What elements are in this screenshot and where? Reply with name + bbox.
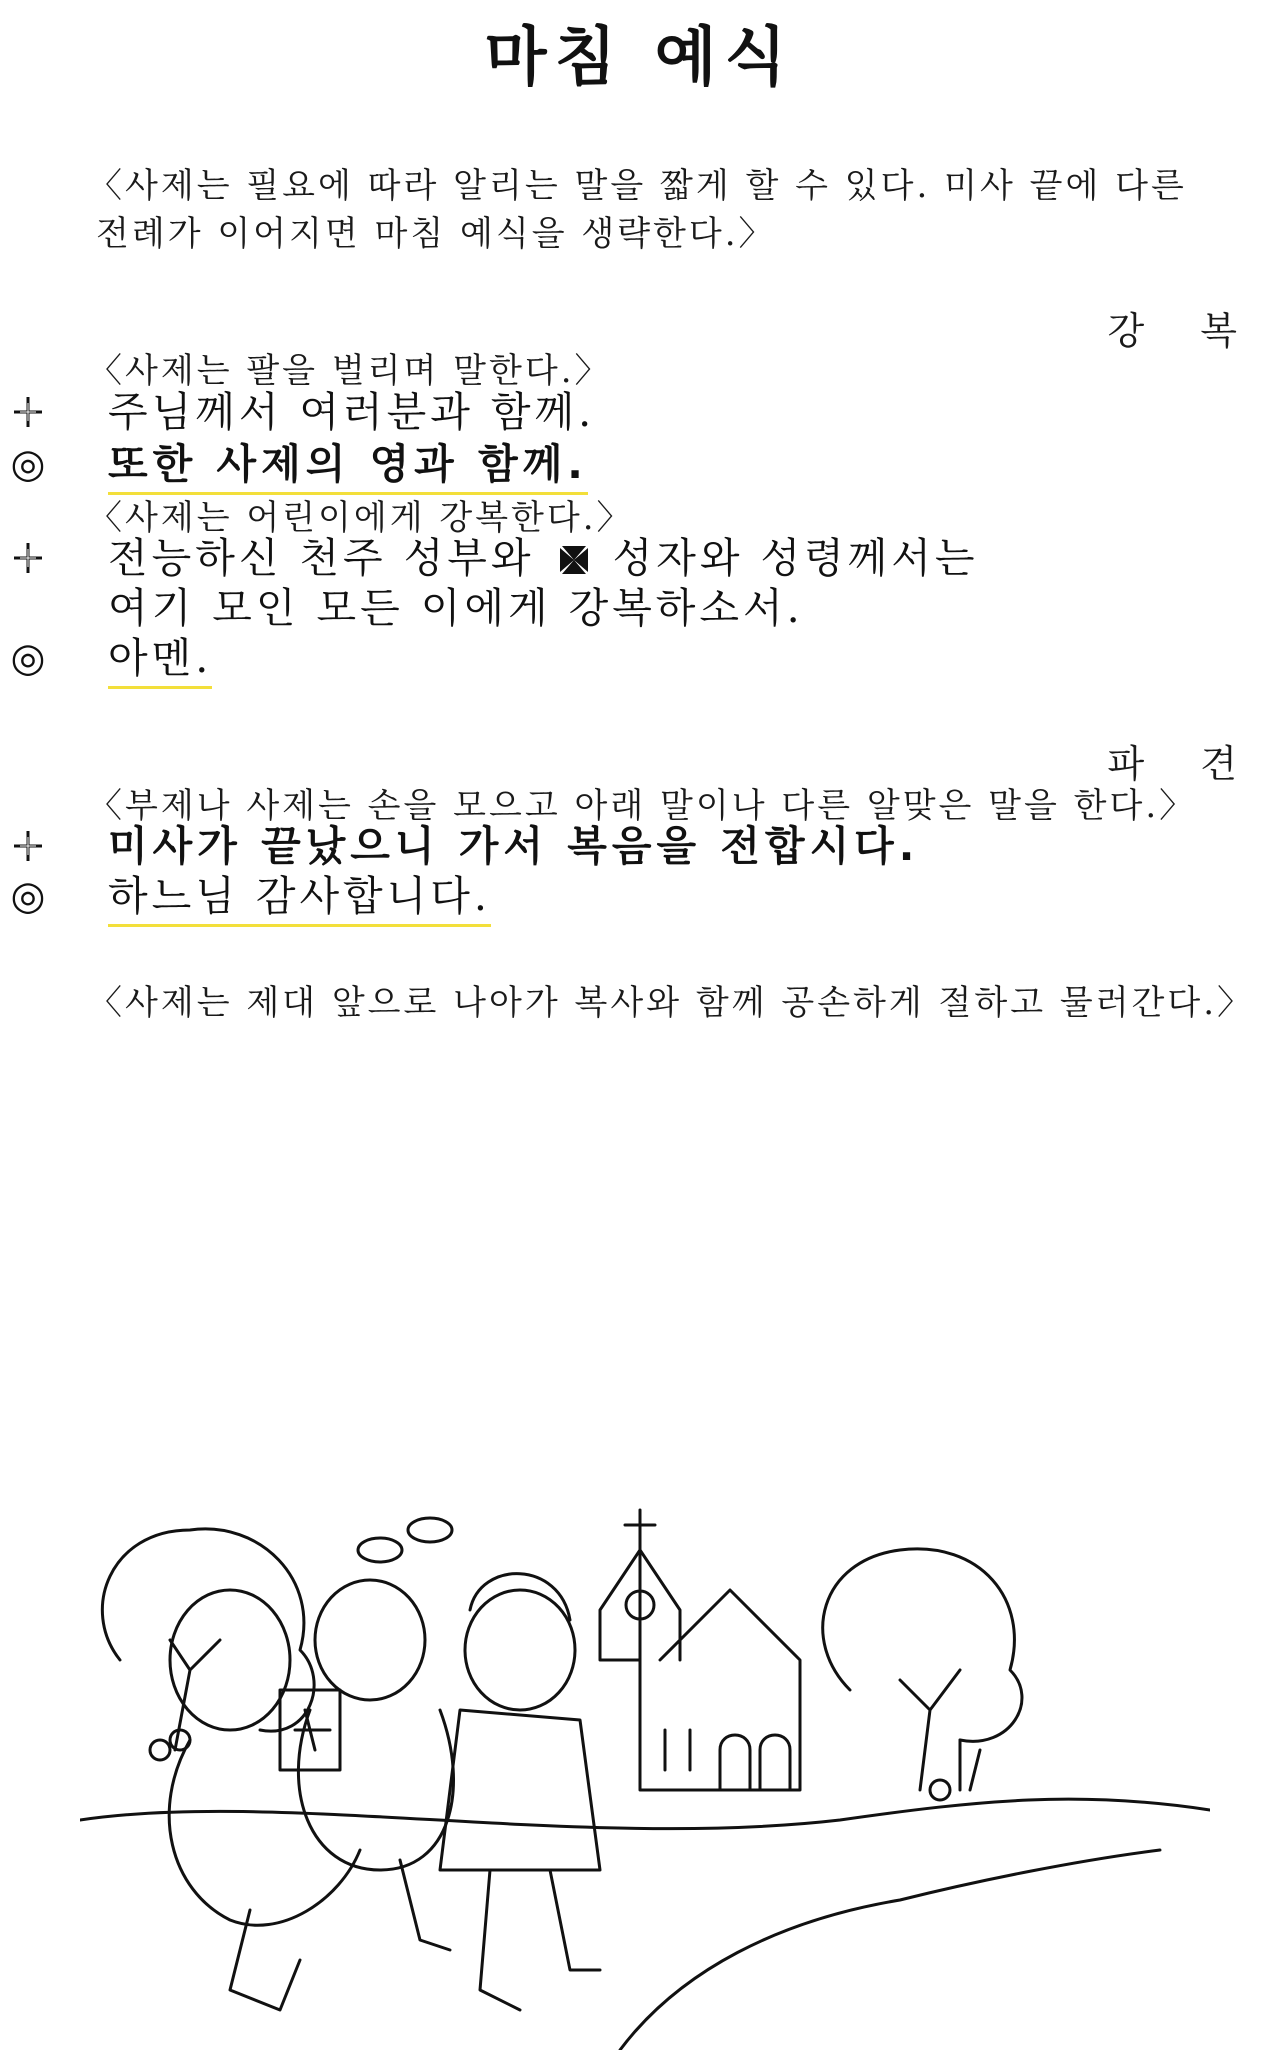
priest-line-1 <box>0 384 1279 444</box>
people-text-2: 아멘. <box>108 634 212 689</box>
priest-text-1: 주님께서 여러분과 함께. <box>108 388 596 436</box>
people-line-3 <box>0 868 1279 928</box>
dismissal-rubric-1: 〈부제나 사제는 손을 모으고 아래 말이나 다른 알맞은 말을 한다.〉 <box>88 786 1197 826</box>
intro-rubric-line2: 전례가 이어지면 마침 예식을 생략한다.〉 <box>96 214 776 254</box>
priest-text-2b: 여기 모인 모든 이에게 강복하소서. <box>108 584 804 632</box>
double-circle-symbol: ◎ <box>10 635 46 681</box>
people-line-2 <box>0 630 1279 690</box>
section-heading-blessing: 강 복 <box>1107 309 1259 353</box>
priest-text-2a-part2: 성자와 성령께서는 <box>612 534 979 582</box>
priest-text-2a-part1: 전능하신 천주 성부와 <box>108 534 535 582</box>
cross-symbol-icon <box>8 818 48 874</box>
people-line-1 <box>0 436 1279 496</box>
double-circle-symbol: ◎ <box>10 873 46 919</box>
people-text-3: 하느님 감사합니다. <box>108 872 491 927</box>
people-text-1: 또한 사제의 영과 함께. <box>108 440 588 495</box>
children-church-illustration <box>80 1490 1210 2050</box>
page-title: 마침 예식 <box>484 21 795 95</box>
blessing-rubric-2: 〈사제는 어린이에게 강복한다.〉 <box>88 498 634 538</box>
section-heading-dismissal: 파 견 <box>1107 742 1259 786</box>
dismissal-rubric-2: 〈사제는 제대 앞으로 나아가 복사와 함께 공손하게 절하고 물러간다.〉 <box>88 983 1255 1023</box>
priest-text-3: 미사가 끝났으니 가서 복음을 전합시다. <box>108 822 920 870</box>
intro-rubric-line1: 〈사제는 필요에 따라 알리는 말을 짧게 할 수 있다. 미사 끝에 다른 <box>88 166 1187 206</box>
cross-symbol-icon <box>8 384 48 440</box>
cross-symbol-icon <box>8 530 48 586</box>
double-circle-symbol: ◎ <box>10 441 46 487</box>
blessing-rubric-1: 〈사제는 팔을 벌리며 말한다.〉 <box>88 351 612 391</box>
